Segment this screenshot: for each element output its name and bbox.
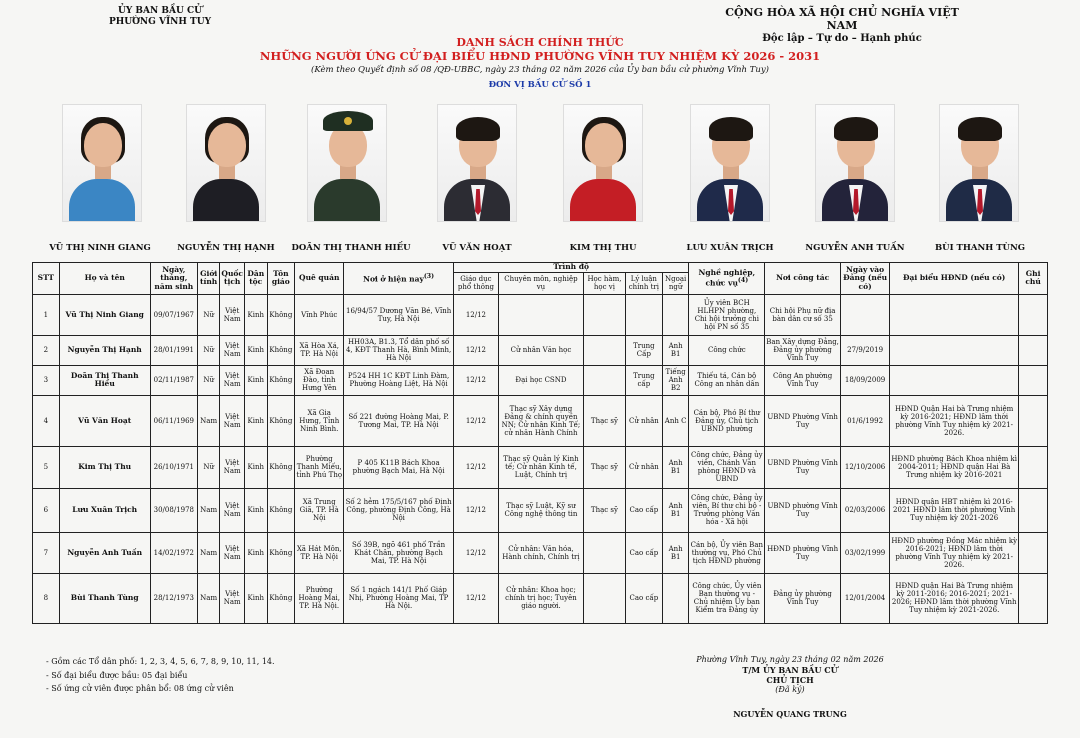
col-religion: Tôn giáo (267, 263, 295, 295)
cell-note (1019, 488, 1048, 532)
photo-body (314, 179, 380, 221)
candidate-table (32, 262, 1048, 624)
cell-edu-general: 12/12 (453, 532, 498, 573)
col-nationality: Quốc tịch (220, 263, 245, 295)
cell-ethnicity: Kinh (244, 294, 267, 335)
col-hdnd: Đại biểu HĐND (nếu có) (890, 263, 1019, 295)
col-hometown: Quê quán (295, 263, 344, 295)
candidate-photo-name: LƯU XUÂN TRỊCH (686, 243, 774, 253)
col-job-label: Nghề nghiệp, chức vụ (698, 267, 756, 288)
cell-edu-major: Thạc sỹ Luật, Kỹ sư Công nghệ thông tin (498, 488, 583, 532)
cell-edu-politics: Cử nhân (625, 395, 662, 446)
cell-nationality: Việt Nam (220, 488, 245, 532)
photo-hair (834, 117, 878, 141)
candidate-photo-name: NGUYỄN ANH TUẤN (805, 243, 905, 253)
cell-dob: 06/11/1969 (150, 395, 197, 446)
cell-nationality: Việt Nam (220, 395, 245, 446)
cell-note (1019, 532, 1048, 573)
cell-edu-degree: Thạc sỹ (583, 488, 625, 532)
cell-dob: 28/01/1991 (150, 335, 197, 365)
cell-hometown: Xã Gia Hưng, Tỉnh Ninh Bình. (295, 395, 344, 446)
cell-workplace: Chi hội Phụ nữ địa bàn dân cư số 35 (765, 294, 841, 335)
cell-workplace: Đảng ủy phường Vĩnh Tuy (765, 573, 841, 623)
cell-job: Thiếu tá, Cán bộ Công an nhân dân (689, 365, 765, 395)
cell-edu-degree (583, 335, 625, 365)
photo-body (69, 179, 135, 221)
cell-religion: Không (267, 488, 295, 532)
cell-stt: 7 (33, 532, 60, 573)
col-workplace: Nơi công tác (765, 263, 841, 295)
candidate-photo (186, 104, 266, 222)
cell-workplace: UBND Phường Vĩnh Tuy (765, 446, 841, 488)
electoral-unit: ĐƠN VỊ BẦU CỬ SỐ 1 (488, 80, 592, 90)
candidate-photo-names (0, 243, 1080, 257)
cell-stt: 5 (33, 446, 60, 488)
cell-nationality: Việt Nam (220, 446, 245, 488)
cell-edu-politics: Cao cấp (625, 488, 662, 532)
cell-job: Công chức, Ủy viên Ban thường vụ - Chủ nhiệm Ủy ban Kiểm tra Đảng ủy (689, 573, 765, 623)
cell-job: Công chức, Đảng ủy viên, Chánh Văn phòng HĐND và UBND (689, 446, 765, 488)
table-row (33, 335, 1048, 365)
photo-cap (323, 111, 373, 131)
country-name: CỘNG HÒA XÃ HỘI CHỦ NGHĨA VIỆT NAM (725, 6, 959, 32)
cell-stt: 2 (33, 335, 60, 365)
cell-dob: 30/08/1978 (150, 488, 197, 532)
col-job (689, 263, 765, 295)
cell-edu-language (662, 573, 689, 623)
cell-hdnd (890, 335, 1019, 365)
cell-gender: Nam (197, 532, 220, 573)
cell-gender: Nữ (197, 294, 220, 335)
cell-workplace: HĐND phường Vĩnh Tuy (765, 532, 841, 573)
candidate-photo-name: NGUYỄN THỊ HẠNH (177, 243, 275, 253)
notes (46, 655, 275, 696)
cell-hometown: Phường Hoàng Mai, TP. Hà Nội. (295, 573, 344, 623)
cell-stt: 8 (33, 573, 60, 623)
candidate-photo (437, 104, 517, 222)
col-residence-label: Nơi ở hiện nay (363, 274, 424, 284)
cell-dob: 26/10/1971 (150, 446, 197, 488)
cell-job: Công chức, Đảng ủy viên, Bí thư chi bộ - Trưởng phòng Văn hóa - Xã hội (689, 488, 765, 532)
col-residence-sup: (3) (423, 272, 435, 280)
cell-stt: 3 (33, 365, 60, 395)
issuer-header (95, 6, 225, 28)
cell-ethnicity: Kinh (244, 365, 267, 395)
cell-edu-politics: Trung Cấp (625, 335, 662, 365)
cell-religion: Không (267, 395, 295, 446)
cell-name: Vũ Thị Ninh Giang (59, 294, 150, 335)
table-row (33, 446, 1048, 488)
cell-ethnicity: Kinh (244, 488, 267, 532)
candidate-photo (690, 104, 770, 222)
cell-note (1019, 294, 1048, 335)
col-job-sup: (4) (737, 277, 749, 284)
cell-name: Lưu Xuân Trịch (59, 488, 150, 532)
cell-stt: 1 (33, 294, 60, 335)
table-row (33, 365, 1048, 395)
cell-party-date: 12/10/2006 (841, 446, 890, 488)
cell-religion: Không (267, 446, 295, 488)
col-dob: Ngày, tháng, năm sinh (150, 263, 197, 295)
col-note: Ghi chú (1019, 263, 1048, 295)
cell-edu-major: Đại học CSND (498, 365, 583, 395)
candidate-photos (0, 104, 1080, 224)
cell-hdnd: HĐND Quận Hai bà Trưng nhiệm kỳ 2016-2021; HĐND lâm thời phường Vĩnh Tuy nhiệm kỳ 2021-2026. (890, 395, 1019, 446)
sign-status: (Đã ký) (775, 685, 805, 694)
cell-edu-degree: Thạc sỹ (583, 395, 625, 446)
cell-edu-general: 12/12 (453, 573, 498, 623)
cell-hometown: Xã Hát Môn, TP. Hà Nội (295, 532, 344, 573)
cell-edu-major: Cử nhân: Khoa học; chính trị học; Tuyên giáo người. (498, 573, 583, 623)
cell-residence: Số 39B, ngõ 461 phố Trần Khát Chân, phường Bạch Mai, TP. Hà Nội (344, 532, 454, 573)
photo-body (193, 179, 259, 221)
candidate-photo (815, 104, 895, 222)
cell-dob: 02/11/1987 (150, 365, 197, 395)
cell-hometown: Xã Đoan Đào, tỉnh Hưng Yên (295, 365, 344, 395)
issuer-line-2: PHƯỜNG VĨNH TUY (108, 17, 212, 27)
candidate-photo-name: KIM THỊ THU (569, 243, 637, 253)
cell-hdnd: HĐND phường Bách Khoa nhiệm kì 2004-2011; HĐND quận Hai Bà Trưng nhiệm kỳ 2016-2021 (890, 446, 1019, 488)
cell-edu-major: Thạc sỹ Quản lý Kinh tế; Cử nhân Kinh tế, Luật, Chính trị (498, 446, 583, 488)
cell-workplace: Công An phường Vĩnh Tuy (765, 365, 841, 395)
photo-head (585, 123, 623, 167)
cell-dob: 09/07/1967 (150, 294, 197, 335)
cell-edu-politics: Cao cấp (625, 573, 662, 623)
cell-edu-language: Tiếng Anh B2 (662, 365, 689, 395)
cell-edu-language: Anh B1 (662, 335, 689, 365)
cell-ethnicity: Kinh (244, 446, 267, 488)
cell-name: Vũ Văn Hoạt (59, 395, 150, 446)
cell-edu-general: 12/12 (453, 446, 498, 488)
cell-gender: Nam (197, 488, 220, 532)
note-seats: - Số đại biểu được bầu: 05 đại biểu (46, 670, 188, 680)
cell-edu-politics: Cử nhân (625, 446, 662, 488)
cell-edu-politics: Cao cấp (625, 532, 662, 573)
cell-religion: Không (267, 365, 295, 395)
table-row (33, 488, 1048, 532)
cell-party-date: 18/09/2009 (841, 365, 890, 395)
cell-workplace: UBND phường Vĩnh Tuy (765, 488, 841, 532)
cell-note (1019, 365, 1048, 395)
cell-residence: P 405 K11B Bách Khoa phường Bạch Mai, Hà Nội (344, 446, 454, 488)
col-gender: Giới tính (197, 263, 220, 295)
cell-religion: Không (267, 532, 295, 573)
cell-edu-politics (625, 294, 662, 335)
candidate-photo-name: VŨ THỊ NINH GIANG (49, 243, 151, 253)
cell-name: Doãn Thị Thanh Hiếu (59, 365, 150, 395)
photo-hair (958, 117, 1002, 141)
candidate-photo (939, 104, 1019, 222)
cell-ethnicity: Kinh (244, 573, 267, 623)
table-row (33, 532, 1048, 573)
cell-hdnd: HĐND quận HBT nhiệm kì 2016-2021 HĐND lâm thời phường Vĩnh Tuy nhiệm kỳ 2021-2026 (890, 488, 1019, 532)
col-name: Họ và tên (59, 263, 150, 295)
doc-title-1: DANH SÁCH CHÍNH THỨC (456, 36, 624, 49)
cell-edu-degree (583, 365, 625, 395)
col-group-education: Trình độ (453, 263, 689, 273)
cell-religion: Không (267, 573, 295, 623)
cell-edu-general: 12/12 (453, 335, 498, 365)
cell-gender: Nam (197, 573, 220, 623)
photo-hair (456, 117, 500, 141)
cell-gender: Nữ (197, 446, 220, 488)
cell-edu-major: Cử nhân Văn học (498, 335, 583, 365)
col-edu-politics: Lý luận chính trị (625, 272, 662, 294)
cell-job: Ủy viên BCH HLHPN phường, Chi hội trưởng chi hội PN số 35 (689, 294, 765, 335)
cell-edu-degree (583, 294, 625, 335)
cell-edu-general: 12/12 (453, 365, 498, 395)
candidate-photo (62, 104, 142, 222)
cell-edu-major: Cử nhân: Văn hóa, Hành chính, Chính trị (498, 532, 583, 573)
cell-nationality: Việt Nam (220, 532, 245, 573)
cell-residence: 16/94/57 Dương Văn Bé, Vĩnh Tuy, Hà Nội (344, 294, 454, 335)
cell-edu-general: 12/12 (453, 488, 498, 532)
cell-note (1019, 446, 1048, 488)
cell-hometown: Xã Hòa Xá, TP. Hà Nội (295, 335, 344, 365)
cell-hdnd: HĐND phường Đồng Mác nhiệm kỳ 2016-2021; HĐND lâm thời phường Vĩnh Tuy nhiệm kỳ 2021-2026. (890, 532, 1019, 573)
candidate-photo (307, 104, 387, 222)
candidate-photo-name: DOÃN THỊ THANH HIẾU (291, 243, 411, 253)
cell-party-date: 27/9/2019 (841, 335, 890, 365)
cell-edu-language: Anh B1 (662, 488, 689, 532)
cell-residence: HH03A, B1.3, Tổ dân phố số 4, KĐT Thanh Hà, Bình Minh, Hà Nội (344, 335, 454, 365)
cell-party-date: 12/01/2004 (841, 573, 890, 623)
cell-residence: Số 1 ngách 141/1 Phố Giáp Nhị, Phường Hoàng Mai, TP Hà Nội. (344, 573, 454, 623)
table-row (33, 573, 1048, 623)
cell-nationality: Việt Nam (220, 335, 245, 365)
cell-edu-degree (583, 573, 625, 623)
cell-name: Nguyễn Thị Hạnh (59, 335, 150, 365)
signer-name: NGUYỄN QUANG TRUNG (733, 709, 847, 719)
cell-job: Cán bộ, Phó Bí thư Đảng ủy, Chủ tịch UBND phường (689, 395, 765, 446)
cell-stt: 6 (33, 488, 60, 532)
cell-nationality: Việt Nam (220, 573, 245, 623)
cell-note (1019, 395, 1048, 446)
photo-head (84, 123, 122, 167)
cell-job: Công chức (689, 335, 765, 365)
candidate-rows (33, 294, 1048, 623)
candidate-photo-name: BÙI THANH TÙNG (934, 243, 1025, 253)
cell-edu-general: 12/12 (453, 294, 498, 335)
cell-hometown: Xã Trung Giã, TP. Hà Nội (295, 488, 344, 532)
col-edu-degree: Học hàm, học vị (583, 272, 625, 294)
table-row (33, 395, 1048, 446)
cell-gender: Nữ (197, 365, 220, 395)
candidate-photo (563, 104, 643, 222)
cell-edu-language: Anh B1 (662, 532, 689, 573)
photo-hair (709, 117, 753, 141)
cell-residence: Số 2 hẻm 175/5/167 phố Định Công, phường Định Công, Hà Nội (344, 488, 454, 532)
cell-residence: Số 221 đường Hoàng Mai, P. Tương Mai, TP. Hà Nội (344, 395, 454, 446)
cell-religion: Không (267, 335, 295, 365)
sign-org: T/M ỦY BAN BẦU CỬ (742, 665, 838, 675)
cell-edu-language: Anh C (662, 395, 689, 446)
note-candidates: - Số ứng cử viên được phân bổ: 08 ứng cử viên (46, 684, 234, 693)
col-residence (344, 263, 454, 295)
cell-stt: 4 (33, 395, 60, 446)
col-edu-language: Ngoại ngữ (662, 272, 689, 294)
cell-hometown: Phường Thanh Miếu, tỉnh Phú Thọ (295, 446, 344, 488)
cell-party-date: 01/6/1992 (841, 395, 890, 446)
cell-residence: P524 HH 1C KĐT Linh Đàm, Phường Hoàng Liệt, Hà Nội (344, 365, 454, 395)
cell-ethnicity: Kinh (244, 532, 267, 573)
motto: Độc lập – Tự do – Hạnh phúc (762, 33, 922, 44)
cell-name: Bùi Thanh Tùng (59, 573, 150, 623)
signature-block (690, 655, 890, 719)
candidate-photo-name: VŨ VĂN HOẠT (442, 243, 512, 253)
cell-party-date: 03/02/1999 (841, 532, 890, 573)
cell-hdnd: HĐND quận Hai Bà Trưng nhiệm kỳ 2011-2016; 2016-2021; 2021-2026; HĐND lâm thời phường Vĩnh Tuy nhiệm kỳ 2021-2026. (890, 573, 1019, 623)
cell-name: Nguyễn Anh Tuấn (59, 532, 150, 573)
cell-hdnd (890, 294, 1019, 335)
cell-edu-language (662, 294, 689, 335)
cell-dob: 28/12/1973 (150, 573, 197, 623)
cell-religion: Không (267, 294, 295, 335)
cell-gender: Nam (197, 395, 220, 446)
cell-hometown: Vĩnh Phúc (295, 294, 344, 335)
cell-gender: Nữ (197, 335, 220, 365)
cell-edu-politics: Trung cấp (625, 365, 662, 395)
cell-party-date: 02/03/2006 (841, 488, 890, 532)
cell-edu-degree (583, 532, 625, 573)
cell-hdnd (890, 365, 1019, 395)
cell-nationality: Việt Nam (220, 294, 245, 335)
doc-decision-ref: (Kèm theo Quyết định số 08 /QĐ-UBBC, ngày 23 tháng 02 năm 2026 của Ủy ban bầu cử phường Vĩnh Tuy) (311, 65, 769, 75)
cell-workplace: Ban Xây dựng Đảng, Đảng ủy phường Vĩnh Tuy (765, 335, 841, 365)
col-party-date: Ngày vào Đảng (nếu có) (841, 263, 890, 295)
cell-note (1019, 573, 1048, 623)
photo-body (570, 179, 636, 221)
cell-workplace: UBND Phường Vĩnh Tuy (765, 395, 841, 446)
doc-title-2: NHỮNG NGƯỜI ỨNG CỬ ĐẠI BIỂU HĐND PHƯỜNG VĨNH TUY NHIỆM KỲ 2026 - 2031 (259, 49, 821, 63)
table-row (33, 294, 1048, 335)
cell-name: Kim Thị Thu (59, 446, 150, 488)
cell-party-date (841, 294, 890, 335)
cell-dob: 14/02/1972 (150, 532, 197, 573)
issuer-line-1: ỦY BAN BẦU CỬ (118, 6, 202, 16)
col-stt: STT (33, 263, 60, 295)
sign-role: CHỦ TỊCH (766, 675, 814, 685)
cell-job: Cán bộ, Ủy viên Ban thường vụ, Phó Chủ tịch HĐND phường (689, 532, 765, 573)
col-edu-major: Chuyên môn, nghiệp vụ (498, 272, 583, 294)
cell-edu-major: Thạc sỹ Xây dựng Đảng & chính quyền NN; Cử nhân Kinh Tế; cử nhân Hành Chính (498, 395, 583, 446)
sign-date: Phường Vĩnh Tuy, ngày 23 tháng 02 năm 2026 (696, 655, 884, 664)
cell-edu-major (498, 294, 583, 335)
cell-edu-language: Anh B1 (662, 446, 689, 488)
cell-edu-degree: Thạc sỹ (583, 446, 625, 488)
note-groups: - Gồm các Tổ dân phố: 1, 2, 3, 4, 5, 6, 7, 8, 9, 10, 11, 14. (46, 657, 275, 666)
cell-note (1019, 335, 1048, 365)
cell-edu-general: 12/12 (453, 395, 498, 446)
col-ethnicity: Dân tộc (244, 263, 267, 295)
cell-nationality: Việt Nam (220, 365, 245, 395)
photo-head (208, 123, 246, 167)
cell-ethnicity: Kinh (244, 395, 267, 446)
col-edu-general: Giáo dục phổ thông (453, 272, 498, 294)
cell-ethnicity: Kinh (244, 335, 267, 365)
